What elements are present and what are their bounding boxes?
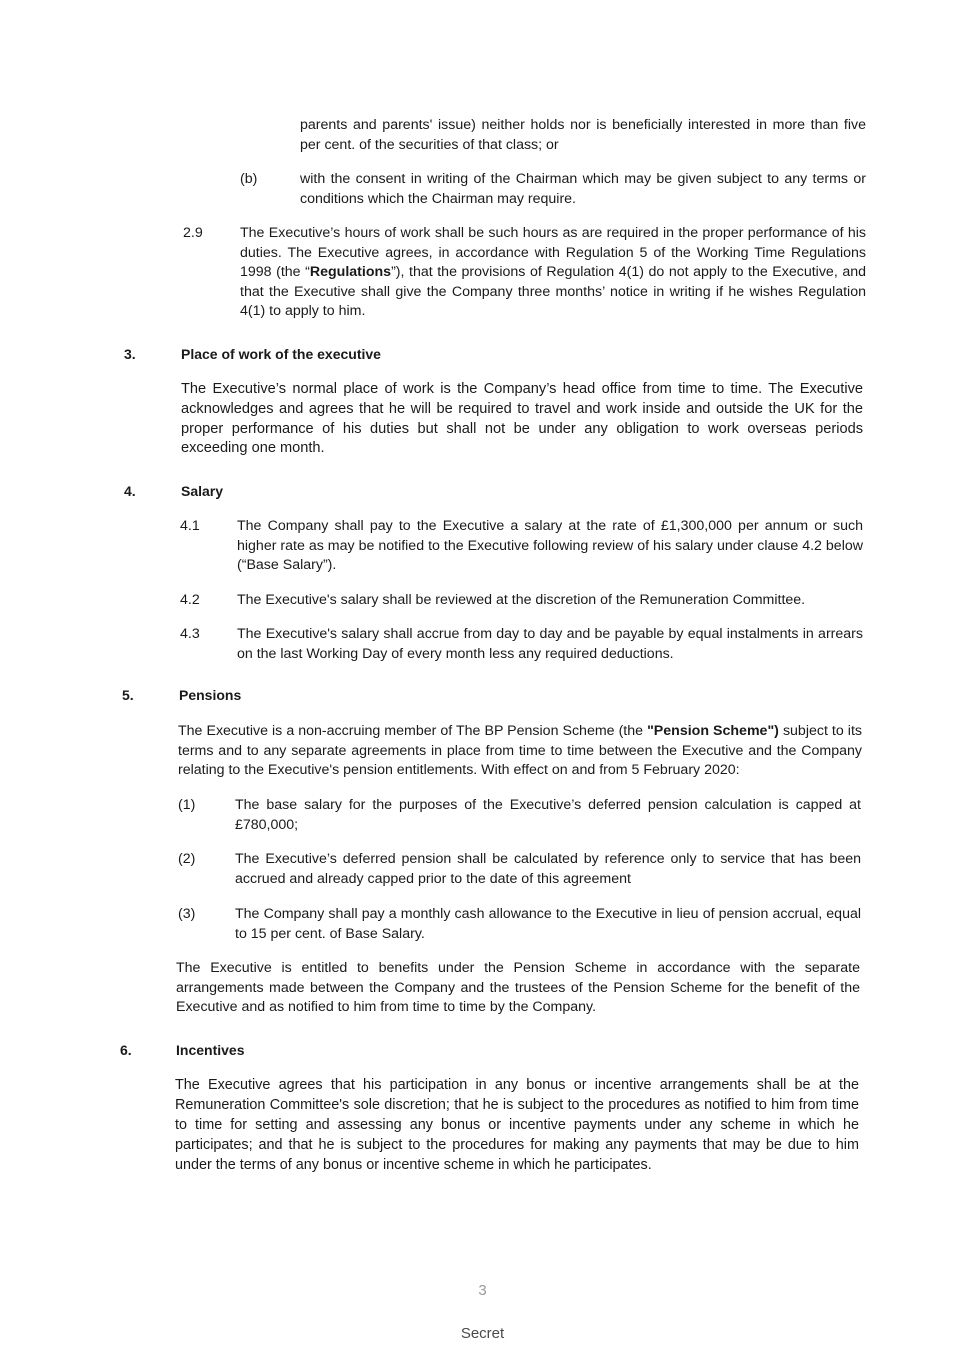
section-5-heading: Pensions	[179, 687, 242, 703]
clause-4-3-number: 4.3	[180, 626, 200, 642]
section-5-intro	[178, 722, 862, 781]
section-3-number: 3.	[124, 346, 136, 362]
clause-2-9-text-before: The Executive’s hours of work shall be such hours as are required in the proper performance of his duties. The Executive agrees, in accordance with Regulation 5 of the Working Time Regulations 1998 (the “	[240, 225, 866, 281]
item-b-label: (b)	[240, 171, 258, 187]
section-6-paragraph: The Executive agrees that his participation in any bonus or incentive arrangements shall be at the Remuneration Committee's sole discretion; that he is subject to the procedures as notified to him from time to time for setting and assessing any bonus or incentive payments under any scheme in which he participates; and that he is subject to the procedures for making any payments that may be due to him under the terms of any bonus or incentive scheme in which he participates.	[175, 1077, 859, 1173]
clause-2-9-bold-term: Regulations	[309, 264, 392, 281]
clause-4-2-text: The Executive's salary shall be reviewed at the discretion of the Remuneration Committee.	[237, 592, 806, 608]
continuation-paragraph: parents and parents' issue) neither holds nor is beneficially interested in more than five per cent. of the securities of that class; or	[300, 117, 866, 153]
section-5-intro-after: subject to its terms and to any separate agreements in place from time to time between the Executive and the Company relating to the Executive's pension entitlements. With effect on and from 5 February 2020:	[178, 723, 862, 779]
section-3-paragraph: The Executive’s normal place of work is the Company’s head office from time to time. The Executive acknowledges and agrees that he will be required to travel and work inside and outside the UK for the proper performance of his duties but shall not be under any obligation to work overseas periods exceeding one month.	[181, 381, 863, 457]
section-5-closing: The Executive is entitled to benefits under the Pension Scheme in accordance with the separate arrangements made between the Company and the trustees of the Pension Scheme for the benefit of the Executive and as notified to him from time to time by the Company.	[176, 960, 860, 1016]
pension-item-2-label: (2)	[178, 851, 196, 867]
pension-item-2-text: The Executive’s deferred pension shall be calculated by reference only to service that has been accrued and already capped prior to the date of this agreement	[235, 851, 861, 887]
section-4-heading: Salary	[181, 483, 224, 499]
section-4-number: 4.	[124, 483, 136, 499]
clause-4-1-text: The Company shall pay to the Executive a salary at the rate of £1,300,000 per annum or such higher rate as may be notified to the Executive following review of his salary under clause 4.2 below (“Base Salary”).	[237, 518, 863, 574]
pension-item-1-text: The base salary for the purposes of the Executive’s deferred pension calculation is capped at £780,000;	[235, 797, 861, 833]
page-number: 3	[478, 1282, 487, 1299]
pension-item-3-label: (3)	[178, 906, 196, 922]
clause-4-2-number: 4.2	[180, 592, 200, 608]
clause-2-9-number: 2.9	[183, 225, 203, 241]
section-6-number: 6.	[120, 1042, 132, 1058]
pension-item-1-label: (1)	[178, 797, 196, 813]
clause-4-3-text: The Executive's salary shall accrue from day to day and be payable by equal instalments in arrears on the last Working Day of every month less any required deductions.	[237, 626, 863, 662]
section-5-intro-bold: "Pension Scheme")	[647, 723, 779, 739]
section-6-heading: Incentives	[176, 1042, 245, 1058]
item-b-text: with the consent in writing of the Chairman which may be given subject to any terms or conditions which the Chairman may require.	[300, 171, 866, 207]
clause-2-9-text-after: ”), that the provisions of Regulation 4(1) do not apply to the Executive, and that the Executive shall give the Company three months’ notice in writing if he wishes Regulation 4(1) to apply to him.	[240, 264, 866, 320]
clause-4-1-number: 4.1	[180, 518, 200, 534]
section-5-number: 5.	[122, 687, 134, 703]
clause-2-9-text	[240, 224, 866, 322]
classification-label: Secret	[460, 1325, 505, 1342]
pension-item-3-text: The Company shall pay a monthly cash allowance to the Executive in lieu of pension accrual, equal to 15 per cent. of Base Salary.	[235, 906, 861, 942]
section-3-heading: Place of work of the executive	[181, 346, 381, 362]
section-5-intro-before: The Executive is a non-accruing member of The BP Pension Scheme (the	[178, 723, 648, 739]
